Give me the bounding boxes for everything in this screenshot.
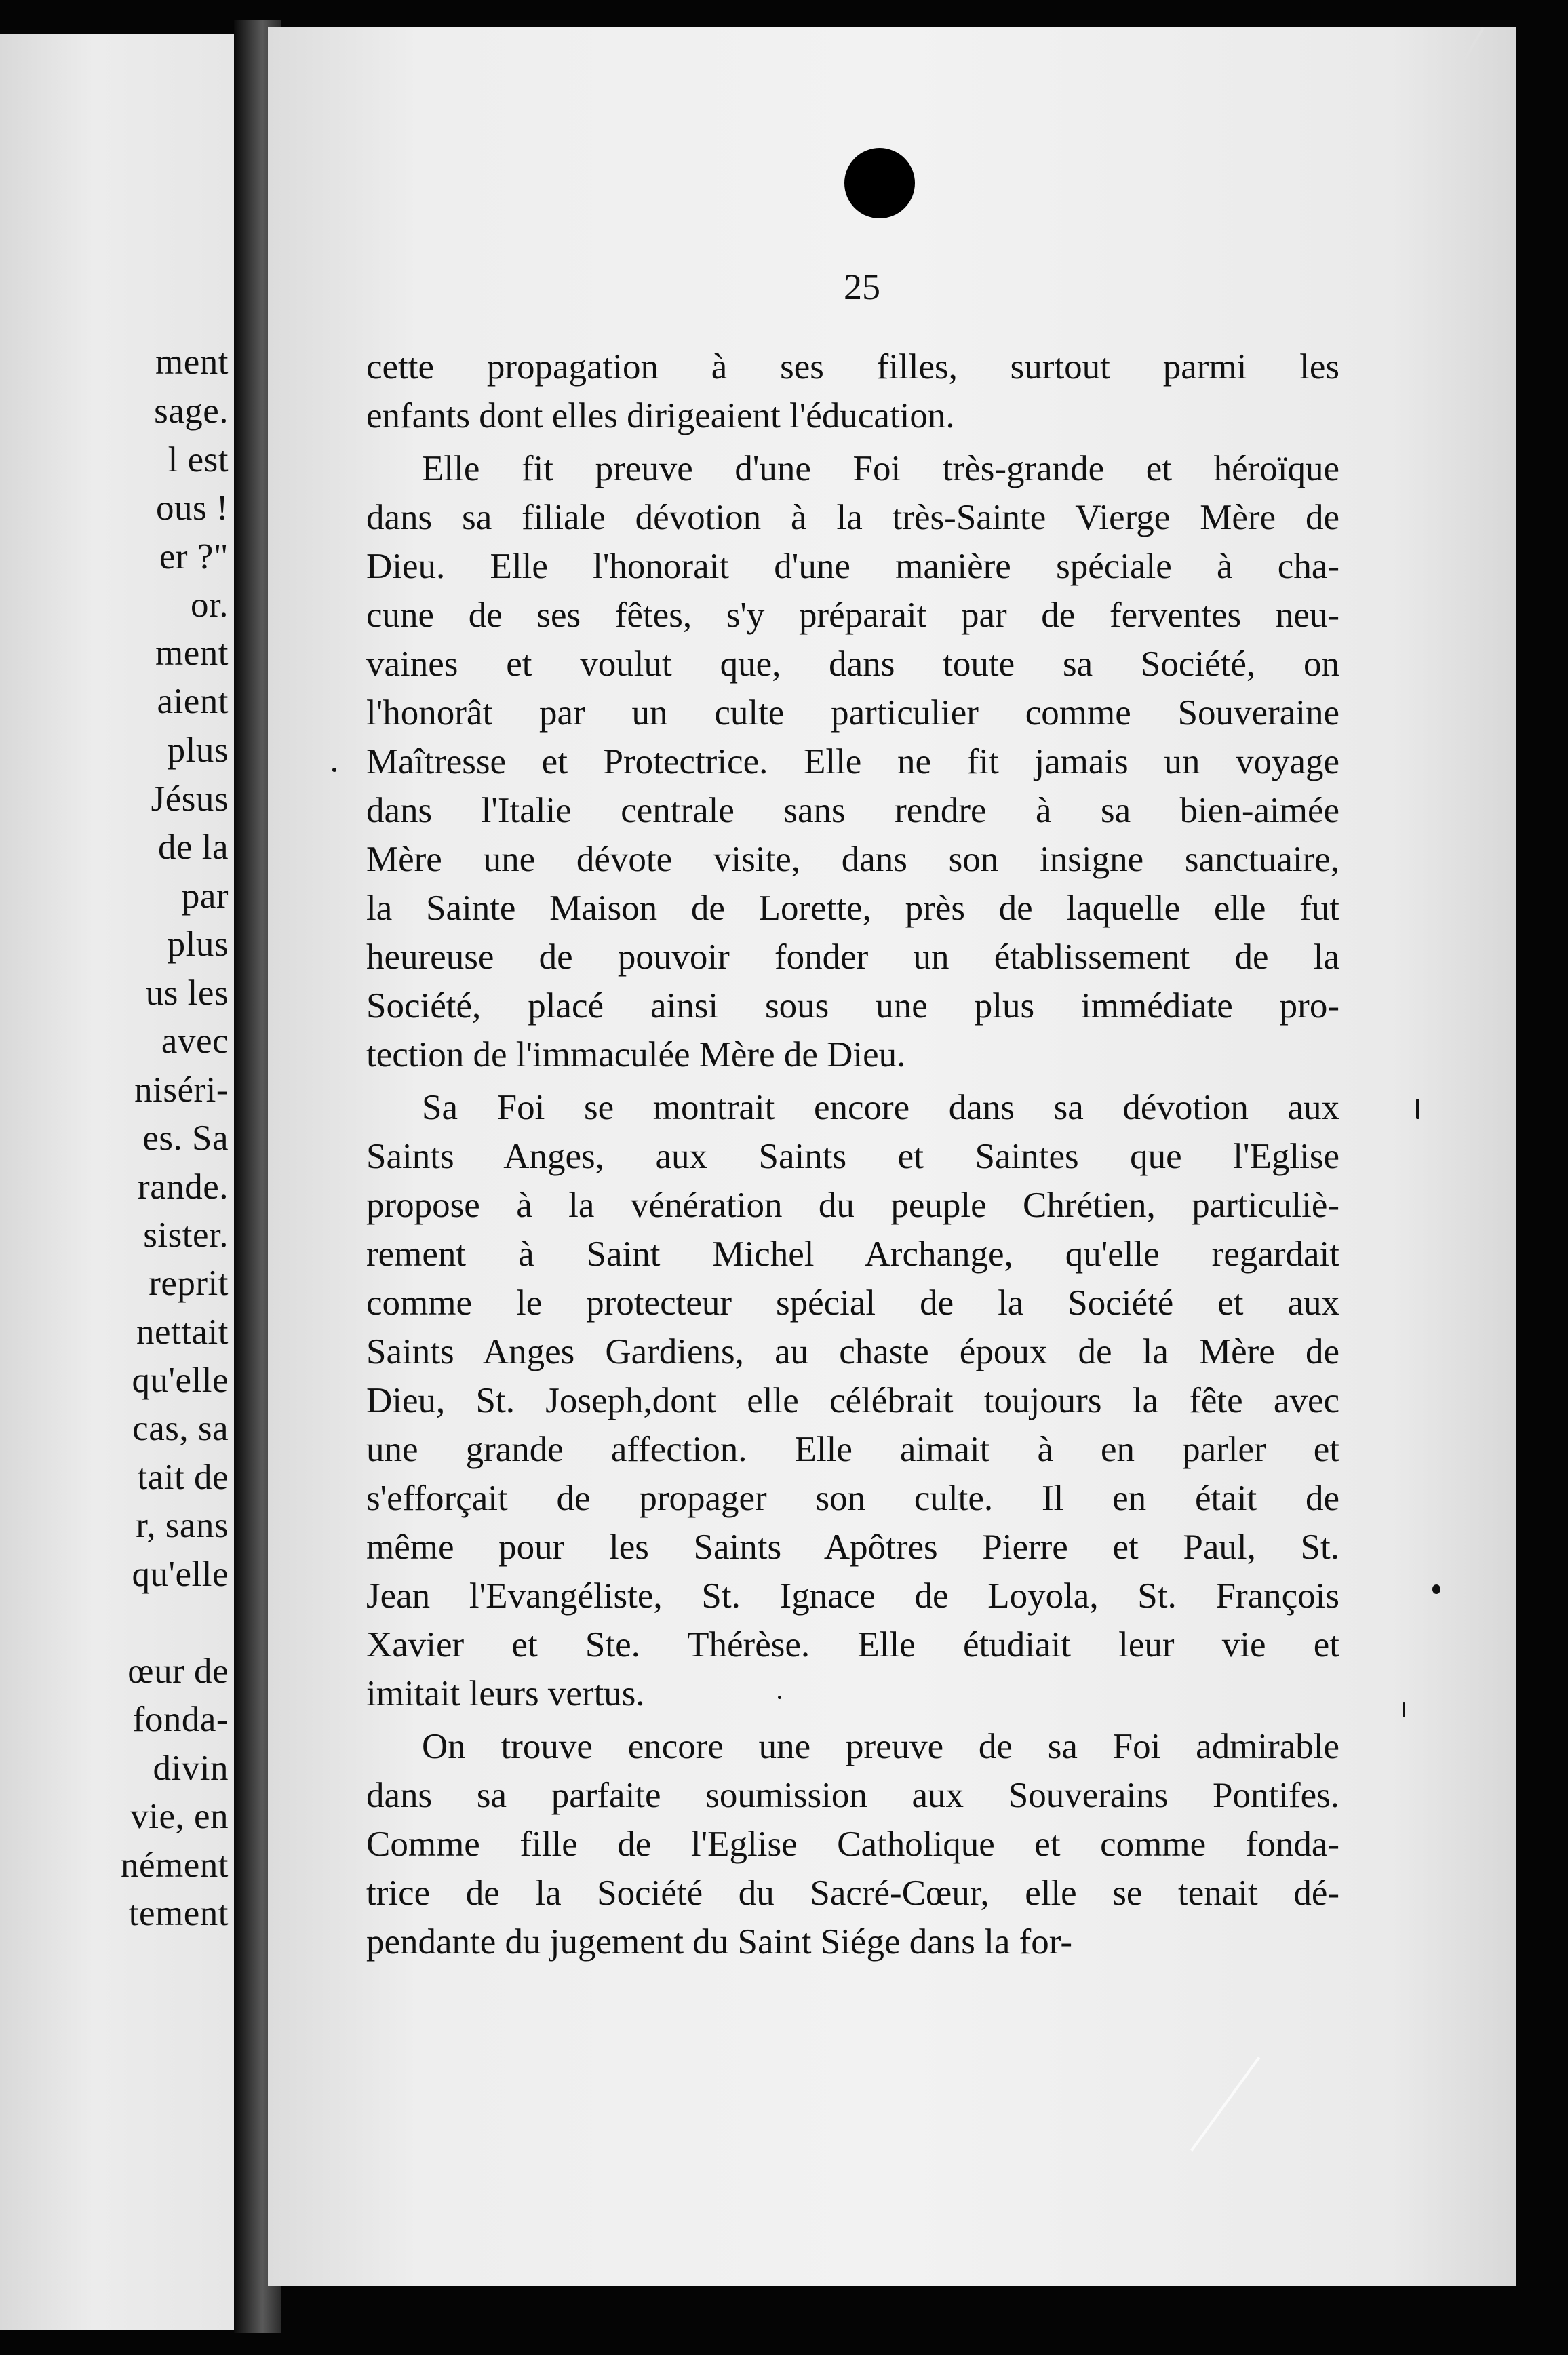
text-line: Maîtresse et Protectrice. Elle ne fit jamais un voyage [366, 742, 1339, 781]
text-line: trice de la Société du Sacré-Cœur, elle se tenait dé- [366, 1873, 1339, 1913]
text-line: une grande affection. Elle aimait à en parler et [366, 1430, 1339, 1469]
text-line: Société, placé ainsi sous une plus immédiate pro- [366, 986, 1339, 1026]
previous-page-line: rande. [138, 1167, 229, 1207]
punch-hole [844, 148, 915, 218]
text-line: enfants dont elles dirigeaient l'éducation. [366, 396, 955, 435]
previous-page-line: fonda- [132, 1700, 229, 1739]
text-line: tection de l'immaculée Mère de Dieu. [366, 1035, 906, 1074]
previous-page-line: de la [157, 828, 229, 867]
previous-page-line: avec [161, 1021, 229, 1061]
previous-page-fragment [0, 34, 234, 2330]
paragraph [366, 1722, 1339, 1966]
text-line: Mère une dévote visite, dans son insigne sanctuaire, [366, 840, 1339, 879]
previous-page-line: aient [157, 682, 229, 721]
text-line: l'honorât par un culte particulier comme Souveraine [366, 693, 1339, 733]
text-line: la Sainte Maison de Lorette, près de laquelle elle fut [366, 889, 1339, 928]
previous-page-line: ous ! [155, 488, 229, 528]
text-line: cette propagation à ses filles, surtout parmi les [366, 347, 1339, 387]
previous-page-line: sage. [154, 391, 229, 431]
text-line: rement à Saint Michel Archange, qu'elle regardait [366, 1234, 1339, 1274]
scan-speck [1432, 1584, 1440, 1594]
previous-page-line: ment [155, 634, 229, 673]
previous-page-line: œur de [128, 1652, 229, 1691]
text-line: Saints Anges, aux Saints et Saintes que l'Eglise [366, 1137, 1339, 1176]
text-line: s'efforçait de propager son culte. Il en était de [366, 1479, 1339, 1518]
previous-page-line: us les [145, 973, 229, 1013]
text-line: dans sa filiale dévotion à la très-Sainte Vierge Mère de [366, 498, 1339, 537]
previous-page-line: ment [155, 343, 229, 382]
previous-page-line: sister. [143, 1215, 229, 1255]
previous-page-line: tait de [137, 1458, 229, 1497]
previous-page-line: or. [191, 585, 229, 625]
text-line: Elle fit preuve d'une Foi très-grande et héroïque [422, 449, 1339, 488]
text-line: Comme fille de l'Eglise Catholique et comme fonda- [366, 1825, 1339, 1864]
previous-page-line: tement [128, 1894, 229, 1933]
text-line: vaines et voulut que, dans toute sa Société, on [366, 644, 1339, 684]
previous-page-line: nément [121, 1846, 229, 1885]
text-line: Xavier et Ste. Thérèse. Elle étudiait leur vie et [366, 1625, 1339, 1665]
text-line: propose à la vénération du peuple Chrétien, particuliè- [366, 1186, 1339, 1225]
text-line: imitait leurs vertus. [366, 1674, 645, 1713]
text-line: heureuse de pouvoir fonder un établissement de la [366, 937, 1339, 977]
page-number: 25 [844, 267, 880, 307]
text-line: pendante du jugement du Saint Siége dans la for- [366, 1922, 1073, 1962]
scan-speck [332, 768, 336, 772]
previous-page-line: Jésus [151, 779, 229, 819]
text-line: dans l'Italie centrale sans rendre à sa bien-aimée [366, 791, 1339, 830]
previous-page-line: plus [167, 925, 229, 964]
previous-page-line: divin [153, 1749, 229, 1788]
text-line: comme le protecteur spécial de la Société et aux [366, 1283, 1339, 1323]
previous-page-line: cas, sa [132, 1409, 229, 1448]
scan-speck [778, 1696, 781, 1699]
text-line: dans sa parfaite soumission aux Souverains Pontifes. [366, 1776, 1339, 1815]
text-line: Dieu. Elle l'honorait d'une manière spéciale à cha- [366, 547, 1339, 586]
text-line: Jean l'Evangéliste, St. Ignace de Loyola, St. François [366, 1576, 1339, 1616]
previous-page-line: nettait [136, 1312, 229, 1352]
text-line: On trouve encore une preuve de sa Foi admirable [422, 1727, 1339, 1766]
paragraph [366, 444, 1339, 1079]
previous-page-line: r, sans [136, 1506, 229, 1545]
previous-page-line: niséri- [134, 1070, 229, 1110]
text-line: cune de ses fêtes, s'y préparait par de ferventes neu- [366, 596, 1339, 635]
paragraph [366, 343, 1339, 440]
text-line: Sa Foi se montrait encore dans sa dévotion aux [422, 1088, 1339, 1127]
previous-page-line: l est [168, 440, 229, 480]
previous-page-line: par [181, 876, 229, 916]
previous-page-line: er ?" [159, 537, 229, 577]
scan-speck [1403, 1702, 1405, 1717]
previous-page-line: vie, en [130, 1797, 229, 1836]
page-body-text [366, 343, 1339, 1966]
text-line: Saints Anges Gardiens, au chaste époux de la Mère de [366, 1332, 1339, 1371]
text-line: Dieu, St. Joseph,dont elle célébrait toujours la fête avec [366, 1381, 1339, 1420]
text-line: même pour les Saints Apôtres Pierre et Paul, St. [366, 1527, 1339, 1567]
previous-page-line: plus [167, 731, 229, 770]
previous-page-line: es. Sa [142, 1118, 229, 1158]
scan-speck [1416, 1099, 1419, 1119]
previous-page-line: qu'elle [132, 1361, 229, 1400]
paragraph [366, 1083, 1339, 1718]
previous-page-line: reprit [149, 1264, 229, 1303]
previous-page-line: qu'elle [132, 1555, 229, 1594]
